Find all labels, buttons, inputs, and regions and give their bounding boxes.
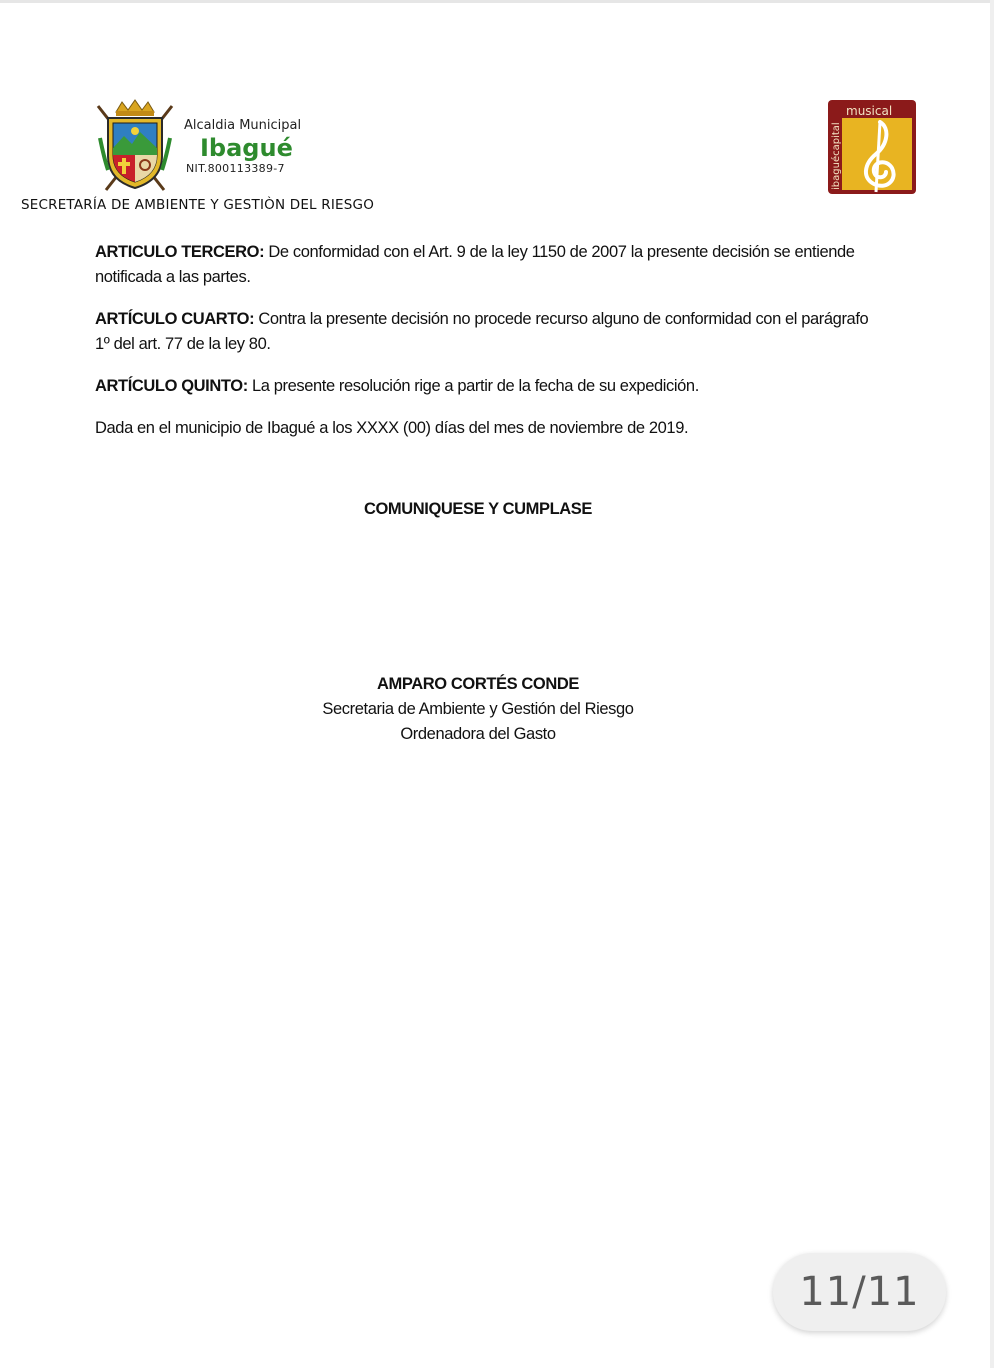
department-name: SECRETARÍA DE AMBIENTE Y GESTIÒN DEL RIESGO — [21, 197, 375, 213]
logo-word-musical: musical — [846, 104, 893, 118]
musical-capital-logo — [828, 100, 916, 196]
logo-word-ibague-capital: ibaguécapital — [831, 122, 842, 190]
signature-block — [0, 672, 956, 747]
article-cuarto — [95, 307, 885, 357]
article-heading: ARTÍCULO QUINTO: — [95, 377, 248, 395]
article-tercero — [95, 240, 885, 290]
resolution-body — [95, 240, 885, 458]
page-indicator[interactable]: 11/11 — [773, 1253, 946, 1331]
alcaldia-label: Alcaldia Municipal — [184, 118, 302, 133]
coat-of-arms-icon — [94, 98, 176, 194]
signer-title: Ordenadora del Gasto — [400, 725, 556, 743]
dated-statement: Dada en el municipio de Ibagué a los XXXX (00) días del mes de noviembre de 2019. — [95, 419, 689, 437]
closing-formula: COMUNIQUESE Y CUMPLASE — [363, 500, 593, 518]
nit-number: NIT.800113389-7 — [186, 162, 285, 175]
city-name: Ibagué — [200, 134, 293, 162]
article-heading: ARTICULO TERCERO: — [95, 243, 265, 261]
signer-name: AMPARO CORTÉS CONDE — [376, 675, 580, 693]
article-text: Contra la presente decisión no procede recurso alguno de conformidad con el parágrafo 1º del art. 77 de la ley 80. — [95, 310, 869, 353]
signer-role: Secretaria de Ambiente y Gestión del Riesgo — [322, 700, 634, 718]
article-heading: ARTÍCULO CUARTO: — [95, 310, 255, 328]
document-header — [0, 0, 994, 230]
article-text: La presente resolución rige a partir de la fecha de su expedición. — [247, 377, 699, 395]
article-text: De conformidad con el Art. 9 de la ley 1150 de 2007 la presente decisión se entiende notificada a las partes. — [95, 243, 855, 286]
alcaldia-brand — [184, 118, 344, 176]
article-quinto — [95, 374, 885, 399]
